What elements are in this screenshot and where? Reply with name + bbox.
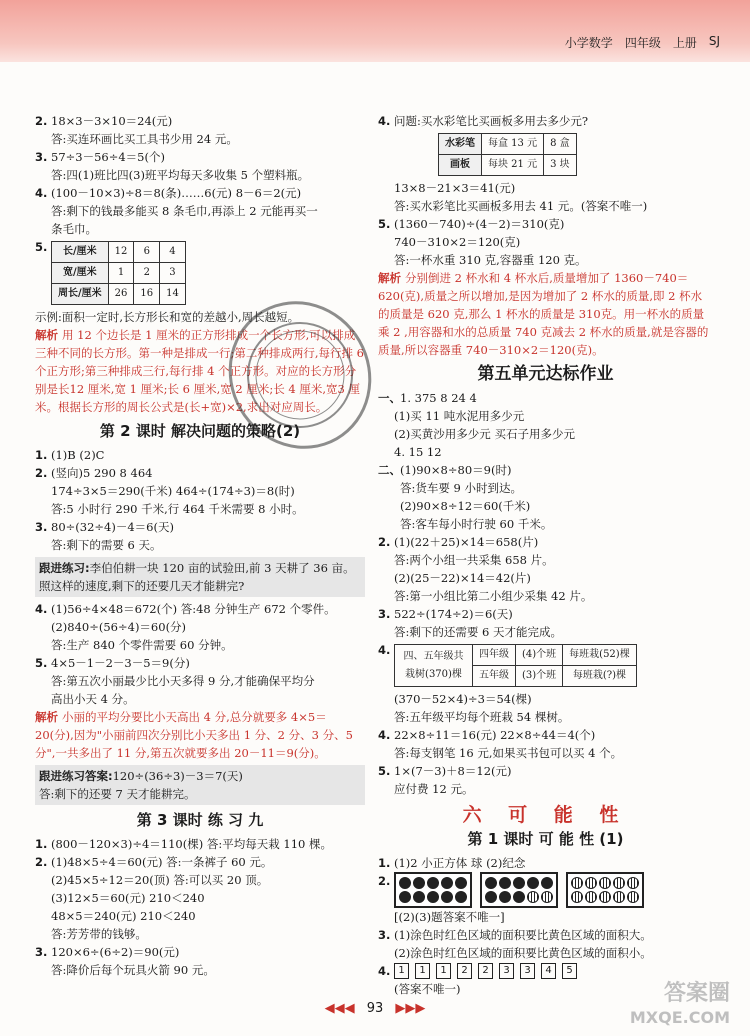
l2-q4: 4. (1)56÷4×48＝672(个) 答:48 分钟生产 672 个零件。 (2)840÷(56÷4)＝60(分) 答:生产 840 个零件需要 60 分钟。	[35, 602, 336, 652]
l1-q2-note: [(2)(3)题答案不唯一]	[394, 910, 505, 924]
right-q4: 4. 问题:买水彩笔比买画板多用去多少元?	[378, 114, 589, 128]
follow-practice-1: 跟进练习:李伯伯耕一块 120 亩的试验田,前 3 天耕了 36 亩。照这样的速度,剩下的还要几天才能耕完?	[35, 557, 365, 597]
header-edition: SJ	[708, 34, 720, 48]
u5-q3: 4. 15 12	[394, 445, 442, 459]
prev-arrows-icon: ◀◀◀	[324, 1001, 355, 1016]
left-q5: 5. 长/厘米 12 6 4 宽/厘米 1 2 3 周长/厘米 26 16 14	[35, 238, 365, 308]
right-q5: 5. (1360－740)÷(4－2)＝310(克) 740－310×2＝120(克) 答:一杯水重 310 克,容器重 120 克。	[378, 217, 587, 267]
l3-q3: 3. 120×6÷(6÷2)＝90(元) 答:降价后每个玩具火箭 90 元。	[35, 945, 215, 977]
rect-table: 长/厘米 12 6 4 宽/厘米 1 2 3 周长/厘米 26 16 14	[51, 241, 186, 305]
l3-q2: 2. (1)48×5÷4＝60(元) 答:一条裤子 60 元。 (2)45×5÷12＝20(顶) 答:可以买 20 顶。 (3)12×5＝60(元) 210＜240 48×5＝240(元) 210＜240 答:芳芳带的钱够。	[35, 855, 273, 941]
left-column	[35, 112, 365, 979]
jiexi-1: 解析 用 12 个边长是 1 厘米的正方形排成一个长方形,可以排成三种不同的长方形。第一种是排成一行;第二种排成两行,每行排 6 个正方形;第三种排成三行,每行排 4 个正方形。对应的长方形分别是长12 厘米,宽 1 厘米;长 6 厘米,宽 2 厘米;长 4 厘米,宽3 厘米。根据长方形的周长公式是(长+宽)×2,求出对应周长。	[35, 328, 365, 414]
q5-example: 示例:面积一定时,长方形长和宽的差越小,周长越短。	[35, 310, 300, 324]
jiexi-right: 解析 分别倒进 2 杯水和 4 杯水后,质量增加了 1360－740＝620(克),质量之所以增加,是因为增加了 2 杯水的质量,即 2 杯水的质量是 620 克,那么 1 杯水的质量是 310克。用一杯水的质量乘 2 ,用容器和水的总质量 740 克减去 2 杯水的质量,就是容器的质量,所以容器重 740－310×2＝120(克)。	[378, 271, 709, 357]
l2-q2: 2. (竖向)5 290 8 464 174÷3×5＝290(千米) 464÷(174÷3)＝8(时) 答:5 小时行 290 千米,行 464 千米需要 8 小时。	[35, 466, 304, 516]
l1-q4: 4. 1 1 1 2 2 3 3 4 5	[378, 962, 713, 980]
header-grade: 四年级	[624, 36, 661, 50]
l1-q2: 2.	[378, 872, 713, 908]
u5-q7: 4. 四、五年级共栽树(370)棵 四年级 (4)个班 每班栽(52)棵 五年级 (3)个班 每班栽(?)棵	[378, 641, 713, 690]
u5-q2: (1)买 11 吨水泥用多少元 (2)买黄沙用多少元 买石子用多少元	[394, 409, 575, 441]
jiexi-2: 解析 小丽的平均分要比小天高出 4 分,总分就要多 4×5＝20(分),因为"小丽前四次分别比小天多出 1 分、2 分、3 分、5 分",一共多出了 11 分,第五次就要多出 20－11＝9(分)。	[35, 710, 353, 760]
number-boxes: 1 1 1 2 2 3 3 4 5	[394, 962, 577, 980]
price-table: 水彩笔 每盒 13 元 8 盒 画板 每块 21 元 3 块	[438, 133, 577, 176]
u5-q9: 5. 1×(7－3)＋8＝12(元) 应付费 12 元。	[378, 764, 512, 796]
right-column: 4. 问题:买水彩笔比买画板多用去多少元? 水彩笔 每盒 13 元 8 盒 画板 每块 21 元 3 块 13×8－21×3＝41(元) 答:买水彩笔比买画板多用去 41 元。(答案不唯一) 5. (1360－740)÷(4－2)＝310(克) 740－310×2＝120(克) 答:一杯水重 310 克,容器重 120 克。 解析 分别倒进 2 杯水和 4 杯水后,质量增加了 1360－740＝620(克),质量之所以增加,是因为增加了 2 杯水的质量,即 2 杯水的质量是 620 克,那么 1 杯水的质量是 310克。用一杯水的质量乘 2 ,用容器和水的总质量 740 克减去 2 杯水的质量,就是容器的质量,所以容器重 740－310×2＝120(克)。 第五单元达标作业 一、 1. 375 8 24 4 (1)买 11 吨水泥用多少元 (2)买黄沙用多少元 买石子用多少元 4. 15 12 二、 (1)90×8÷80＝9(时) 答:货车要 9 小时到达。 (2)90×8÷12＝60(千米) 答:客车每小时行驶 60 千米。 2. (1)(22＋25)×14＝658(片) 答:两个小组一共采集 658 片。 (2)(25－22)×14＝42(片) 答:第一小组比第二小组少采集 42 片。 3. 522÷(174÷2)＝6(天) 答:剩下的还需要 6 天才能完成。 4. 四、五年级共栽树(370)棵 四年级 (4)个班 每班栽(52)棵 五年级 (3)个班 每班栽(?)棵 (370－52×4)÷3＝54(棵) 答:五年级平均每个班栽 54 棵树。 4. 22×8÷11＝16(元) 22×8÷44＝4(个) 答:每支钢笔 16 元,如果买书包可以买 4 个。 5. 1×(7－3)＋8＝12(元) 应付费 12 元。 六 可 能 性 第 1 课时 可 能 性 (1) 1. (1)2 小正方体 球 (2)纪念 2. [(2)(3)题答案不唯一] 3. (1)涂色时红色区域的面积要比黄色区域的面积大。 (2)涂色时红色区域的面积要比黄色区域的面积小。 4. 1 1 1 2 2 3 3 4 5 (答案不唯一)	[378, 112, 713, 998]
lesson1-title: 第 1 课时 可 能 性 (1)	[467, 830, 624, 848]
unit6-title: 六 可 能 性	[462, 804, 629, 826]
tree-table: 四、五年级共栽树(370)棵 四年级 (4)个班 每班栽(52)棵 五年级 (3)个班 每班栽(?)棵	[394, 644, 637, 687]
box-striped	[566, 872, 644, 908]
l1-q3: 3. (1)涂色时红色区域的面积要比黄色区域的面积大。 (2)涂色时红色区域的面积要比黄色区域的面积小。	[378, 928, 652, 960]
header-volume: 上册	[672, 36, 697, 50]
header-band	[0, 0, 750, 62]
left-q4: 4. (100－10×3)÷8＝8(条)……6(元) 8－6＝2(元) 答:剩下的钱最多能买 8 条毛巾,再添上 2 元能再买一 条毛巾。	[35, 186, 318, 236]
lesson3-title: 第 3 课时 练 习 九	[136, 811, 264, 829]
header-subject: 小学数学	[564, 36, 613, 50]
u5-q4: 二、 (1)90×8÷80＝9(时) 答:货车要 9 小时到达。 (2)90×8÷12＝60(千米) 答:客车每小时行驶 60 千米。	[378, 463, 553, 531]
u5-q6: 3. 522÷(174÷2)＝6(天) 答:剩下的还需要 6 天才能完成。	[378, 607, 563, 639]
u5-q5: 2. (1)(22＋25)×14＝658(片) 答:两个小组一共采集 658 片。 (2)(25－22)×14＝42(片) 答:第一小组比第二小组少采集 42 片。	[378, 535, 593, 603]
l2-q1: 1. (1)B (2)C	[35, 448, 105, 462]
box-mixed	[480, 872, 558, 908]
l3-q1: 1. (800－120×3)÷4＝110(棵) 答:平均每天栽 110 棵。	[35, 837, 332, 851]
lesson2-title: 第 2 课时 解决问题的策略(2)	[99, 422, 301, 440]
ball-boxes	[394, 872, 644, 908]
unit5-title: 第五单元达标作业	[477, 364, 614, 384]
left-q2: 2. 18×3－3×10＝24(元) 答:买连环画比买工具书少用 24 元。	[35, 114, 238, 146]
left-q3: 3. 57÷3－56÷4＝5(个) 答:四(1)班比四(3)班平均每天多收集 5 个塑料瓶。	[35, 150, 310, 182]
next-arrows-icon: ▶▶▶	[395, 1001, 426, 1016]
follow-answer: 跟进练习答案:120÷(36÷3)－3＝7(天) 答:剩下的还要 7 天才能耕完。	[35, 765, 365, 805]
l1-q1: 1. (1)2 小正方体 球 (2)纪念	[378, 856, 526, 870]
l2-q3: 3. 80÷(32÷4)－4＝6(天) 答:剩下的需要 6 天。	[35, 520, 174, 552]
u5-q1: 一、 1. 375 8 24 4	[378, 391, 477, 405]
box-all-black	[394, 872, 472, 908]
l1-q4-note: (答案不唯一)	[394, 982, 461, 996]
header-meta	[565, 34, 720, 51]
watermark-logo: 答案圈 MXQE.COM	[629, 981, 730, 1027]
u5-q8: 4. 22×8÷11＝16(元) 22×8÷44＝4(个) 答:每支钢笔 16 元,如果买书包可以买 4 个。	[378, 728, 623, 760]
page-number: 93	[366, 1001, 384, 1016]
l2-q5: 5. 4×5－1－2－3－5＝9(分) 答:第五次小丽最少比小天多得 9 分,才能确保平均分 高出小天 4 分。	[35, 656, 315, 706]
